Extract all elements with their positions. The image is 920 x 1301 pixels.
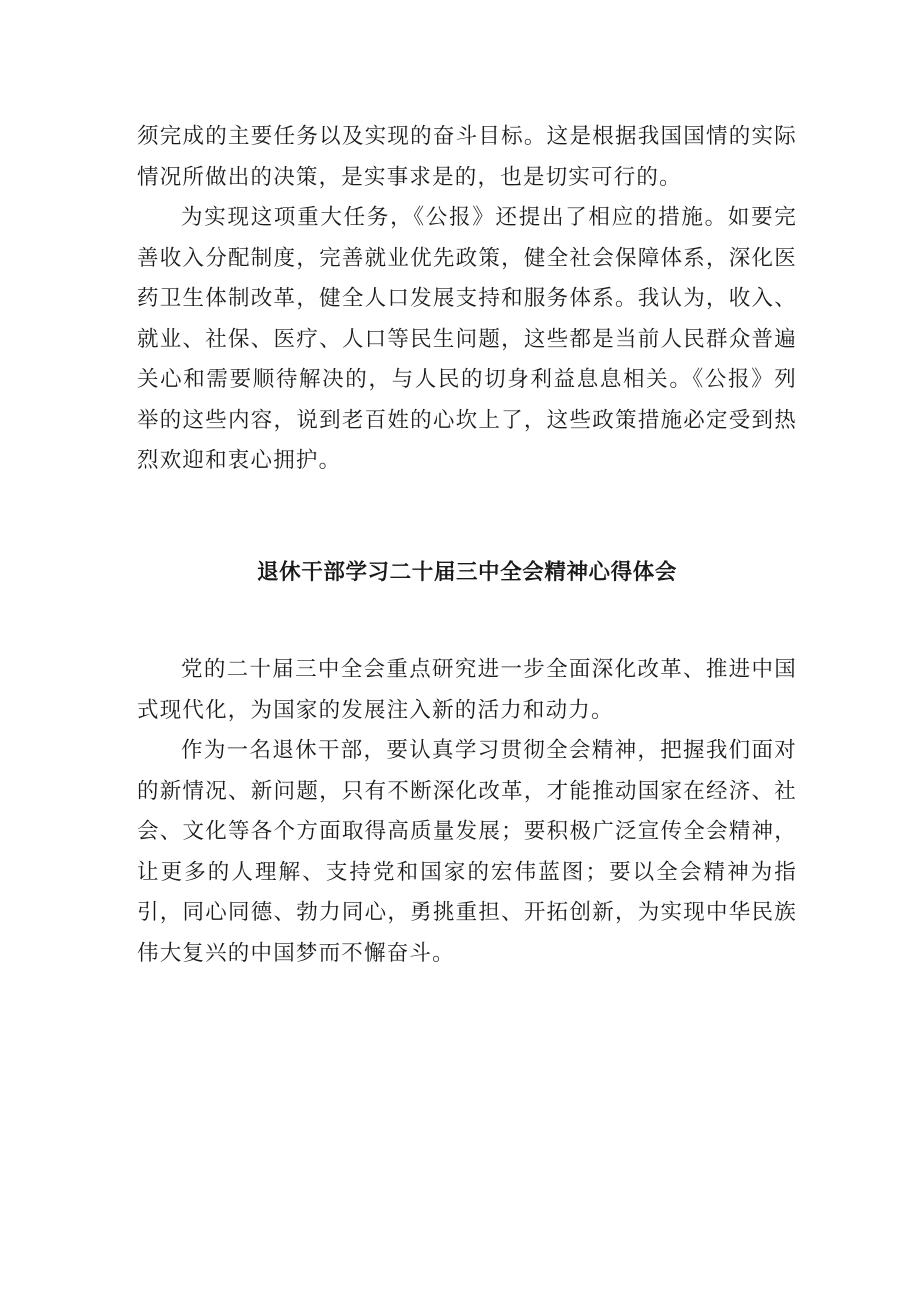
paragraph-continuation: 须完成的主要任务以及实现的奋斗目标。这是根据我国国情的实际情况所做出的决策，是实事求是的，也是切实可行的。 <box>137 124 797 190</box>
article-body <box>137 650 797 974</box>
previous-article-continuation <box>137 117 797 482</box>
paragraph-retired-cadre: 作为一名退休干部，要认真学习贯彻全会精神，把握我们面对的新情况、新问题，只有不断深化改革，才能推动国家在经济、社会、文化等各个方面取得高质量发展；要积极广泛宣传全会精神，让更多的人理解、支持党和国家的宏伟蓝图；要以全会精神为指引，同心同德、勃力同心，勇挑重担、开拓创新，为实现中华民族伟大复兴的中国梦而不懈奋斗。 <box>137 738 797 966</box>
paragraph-measures: 为实现这项重大任务，《公报》还提出了相应的措施。如要完善收入分配制度，完善就业优先政策，健全社会保障体系，深化医药卫生体制改革，健全人口发展支持和服务体系。我认为，收入、就业、社保、医疗、人口等民生问题，这些都是当前人民群众普遍关心和需要顺待解决的，与人民的切身利益息息相关。《公报》列举的这些内容，说到老百姓的心坎上了，这些政策措施必定受到热烈欢迎和衷心拥护。 <box>137 205 797 473</box>
article-title: 退休干部学习二十届三中全会精神心得体会 <box>257 560 677 585</box>
paragraph-intro: 党的二十届三中全会重点研究进一步全面深化改革、推进中国式现代化，为国家的发展注入新的活力和动力。 <box>137 657 797 723</box>
